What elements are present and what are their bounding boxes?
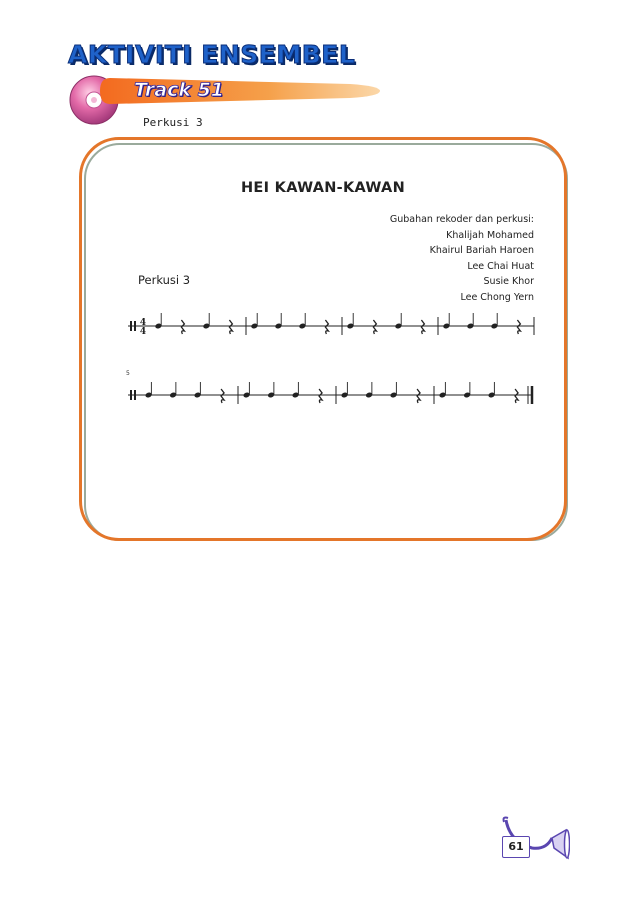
quarter-rest xyxy=(229,320,232,334)
percussion-clef xyxy=(134,390,136,400)
quarter-rest xyxy=(373,320,376,334)
score-title: HEI KAWAN-KAWAN xyxy=(240,180,405,196)
credit-line: Khairul Bariah Haroen xyxy=(429,245,534,256)
credit-line: Lee Chong Yern xyxy=(460,291,534,303)
quarter-rest xyxy=(421,320,424,334)
percussion-clef xyxy=(130,390,132,400)
page-title: AKTIVITI ENSEMBEL xyxy=(68,40,356,69)
subtitle: Perkusi 3 xyxy=(143,116,203,129)
credit-line: Susie Khor xyxy=(483,276,534,287)
track-label: Track 51 xyxy=(134,79,225,101)
measure-number: 5 xyxy=(126,370,130,377)
quarter-rest xyxy=(515,389,518,403)
quarter-rest xyxy=(325,320,328,334)
part-label: Perkusi 3 xyxy=(138,273,191,287)
quarter-rest xyxy=(517,320,520,334)
quarter-rest xyxy=(319,389,322,403)
percussion-clef xyxy=(130,321,132,331)
credit-line: Lee Chai Huat xyxy=(467,260,534,272)
time-signature: 4 xyxy=(139,327,147,337)
quarter-rest xyxy=(181,320,184,334)
time-signature: 4 xyxy=(139,318,147,328)
page-number: 61 xyxy=(502,836,530,858)
percussion-clef xyxy=(134,321,136,331)
quarter-rest xyxy=(417,389,420,403)
credit-line: Khalijah Mohamed xyxy=(446,229,534,241)
quarter-rest xyxy=(221,389,224,403)
credit-line: Gubahan rekoder dan perkusi: xyxy=(389,214,534,225)
